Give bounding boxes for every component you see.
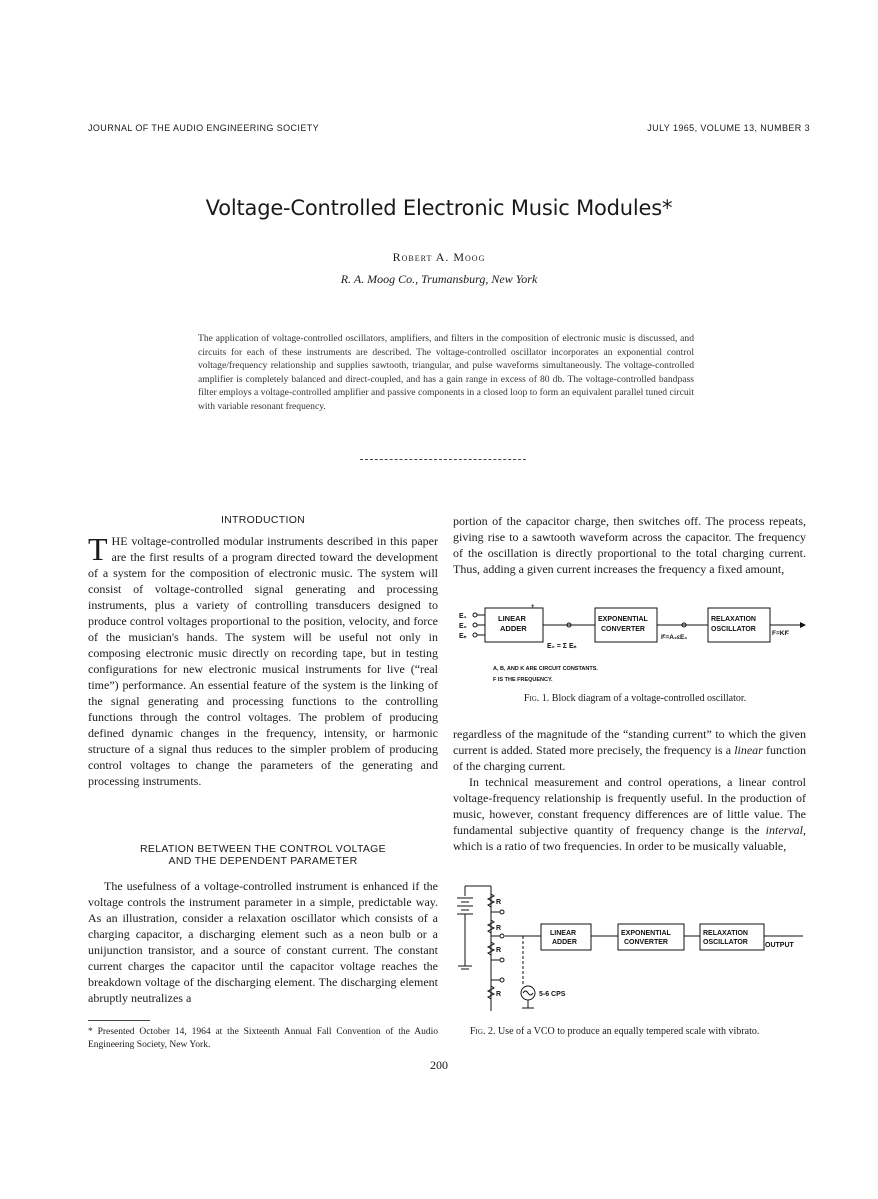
right-column-top bbox=[453, 513, 806, 577]
right-paragraph-3 bbox=[453, 774, 806, 854]
fig2-adder-line1: LINEAR bbox=[550, 930, 577, 937]
fig1-adder-line2: ADDER bbox=[500, 624, 527, 633]
relation-heading bbox=[88, 843, 438, 867]
figure-1-caption bbox=[470, 692, 800, 705]
fig2-adder-box bbox=[541, 924, 591, 950]
intro-heading: INTRODUCTION bbox=[220, 514, 306, 526]
fig2-r-label-3: R bbox=[496, 947, 502, 954]
fig1-adder-line1: LINEAR bbox=[498, 614, 526, 623]
fig1-input-1: E₁ bbox=[459, 613, 467, 620]
fig1-input-n: Eₙ bbox=[459, 633, 467, 640]
section-separator bbox=[360, 459, 526, 461]
right-paragraph-2-a: regardless of the magnitude of the “standing current” to which the given current is added. Stated more precisely, the frequency is a bbox=[453, 727, 806, 757]
journal-name: JOURNAL OF THE AUDIO ENGINEERING SOCIETY bbox=[88, 123, 320, 133]
fig2-exp-line1: EXPONENTIAL bbox=[621, 930, 671, 937]
fig1-note-2: F IS THE FREQUENCY. bbox=[493, 677, 553, 682]
right-paragraph-3-b: , which is a ratio of two frequencies. In order to be musically valuable, bbox=[453, 823, 806, 853]
fig2-r-label-2: R bbox=[496, 925, 502, 932]
fig2-output-label: OUTPUT bbox=[765, 942, 794, 949]
fig1-input-2: E₂ bbox=[459, 623, 467, 630]
fig1-exp-output: Iᴱ=A₂εE₀ bbox=[661, 634, 688, 641]
right-paragraph-1: portion of the capacitor charge, then switches off. The process repeats, giving rise to a sawtooth waveform across the capacitor. The frequency of the oscillation is directly proportional to the total charging current. Thus, adding a given current increases the frequency a fixed amount, bbox=[453, 514, 806, 576]
drop-cap: T bbox=[88, 531, 108, 567]
fig1-caption-text: Block diagram of a voltage-controlled oscillator. bbox=[551, 693, 747, 704]
right-paragraph-2 bbox=[453, 726, 806, 774]
author-name: Robert A. Moog bbox=[392, 250, 486, 264]
page-number: 200 bbox=[430, 1058, 448, 1072]
author-affiliation: R. A. Moog Co., Trumansburg, New York bbox=[340, 272, 538, 286]
fig1-exp-box bbox=[595, 608, 657, 642]
fig1-sum-label: E₀ = Σ Eₙ bbox=[547, 643, 577, 650]
fig2-osc-line2: OSCILLATOR bbox=[703, 939, 748, 946]
right-paragraph-3-a: In technical measurement and control operations, a linear control voltage-frequency relationship is frequently useful. In the production of music, however, constant frequency differences are of little value. The fundamental subjective quantity of frequency change is the bbox=[453, 775, 806, 837]
fig2-exp-line2: CONVERTER bbox=[624, 939, 668, 946]
fig2-osc-box bbox=[700, 924, 764, 950]
issue-info: JULY 1965, VOLUME 13, NUMBER 3 bbox=[647, 123, 810, 133]
fig2-r-label-1: R bbox=[496, 899, 502, 906]
right-paragraph-2-em: linear bbox=[734, 743, 763, 757]
fig1-osc-output: F=KIᴱ bbox=[772, 630, 789, 637]
fig1-caption-label: Fig. 1. bbox=[523, 693, 550, 704]
fig2-adder-line2: ADDER bbox=[552, 939, 577, 946]
fig2-source-label: 5-6 CPS bbox=[539, 991, 566, 998]
footnote-rule bbox=[88, 1020, 150, 1021]
figure-1-diagram bbox=[455, 602, 815, 682]
fig2-caption-label: Fig. 2. bbox=[470, 1026, 496, 1037]
figure-2-caption bbox=[470, 1025, 810, 1038]
svg-text:+: + bbox=[531, 604, 535, 610]
right-paragraph-3-em: interval bbox=[765, 823, 803, 837]
fig1-osc-line1: RELAXATION bbox=[711, 616, 756, 623]
fig2-r-label-4: R bbox=[496, 991, 502, 998]
fig1-exp-line1: EXPONENTIAL bbox=[598, 616, 648, 623]
right-column-middle bbox=[453, 726, 806, 854]
fig2-osc-line1: RELAXATION bbox=[703, 930, 748, 937]
fig1-exp-line2: CONVERTER bbox=[601, 626, 645, 633]
relation-paragraph: The usefulness of a voltage-controlled instrument is enhanced if the voltage controls the instrument parameter in a simple, predictable way. As an illustration, consider a relaxation oscillator which consists of a charging capacitor, a discharging element such as a neon bulb or a unijunction transistor, and a source of constant current. The constant current charges the capacitor until the capacitor voltage reaches the breakdown voltage of the discharging element. The discharging element abruptly neutralizes a bbox=[88, 879, 438, 1005]
intro-paragraph: HE voltage-controlled modular instruments described in this paper are the first results of a program directed toward the development of a system for the composition of electronic music. The system will consist of voltage-controlled signal generating and processing instruments, plus a variety of controlling transducers designed to produce control voltages proportional to the position, velocity, and force of the musician's hands. The system will be useful not only in composing electronic music directly on recording tape, but in testing configurations for new electronic musical instruments for live (“real time”) performance. An essential feature of the system is the linking of the signal generating and processing functions to the controlling functions through the control voltages. The problem of producing defined dynamic changes in the frequency, intensity, or harmonic structure of a signal thus reduces to the simpler problem of producing control voltages to change the parameters of the generating and processing instruments. bbox=[88, 534, 438, 788]
relation-heading-line1: RELATION BETWEEN THE CONTROL VOLTAGE bbox=[140, 843, 386, 855]
relation-heading-line2: AND THE DEPENDENT PARAMETER bbox=[168, 855, 358, 867]
fig1-osc-line2: OSCILLATOR bbox=[711, 626, 756, 633]
abstract: The application of voltage-controlled oscillators, amplifiers, and filters in the composition of electronic music is discussed, and circuits for each of these instruments are described. The voltage-controlled oscillator incorporates an exponential control voltage/frequency relationship and supplies sawtooth, triangular, and pulse waveforms simultaneously. The voltage-controlled amplifier is completely balanced and direct-coupled, and has a gain range in excess of 80 db. The voltage-controlled bandpass filter employs a voltage-controlled amplifier and passive components in a closed loop to form an equivalent parallel tuned circuit with variable resonant frequency. bbox=[198, 333, 694, 412]
fig1-osc-box bbox=[708, 608, 770, 642]
relation-text bbox=[88, 878, 438, 1006]
paper-title: Voltage-Controlled Electronic Music Modules* bbox=[205, 196, 673, 220]
footnote: * Presented October 14, 1964 at the Sixteenth Annual Fall Convention of the Audio Engineering Society, New York. bbox=[88, 1027, 438, 1050]
fig2-exp-box bbox=[618, 924, 684, 950]
fig1-note-1: A, B, AND K ARE CIRCUIT CONSTANTS. bbox=[493, 666, 598, 672]
intro-text bbox=[88, 533, 438, 789]
right-paragraph-2-b: function of the charging current. bbox=[453, 743, 806, 773]
fig2-caption-text: Use of a VCO to produce an equally tempered scale with vibrato. bbox=[497, 1026, 760, 1037]
figure-2-diagram bbox=[455, 876, 810, 1016]
